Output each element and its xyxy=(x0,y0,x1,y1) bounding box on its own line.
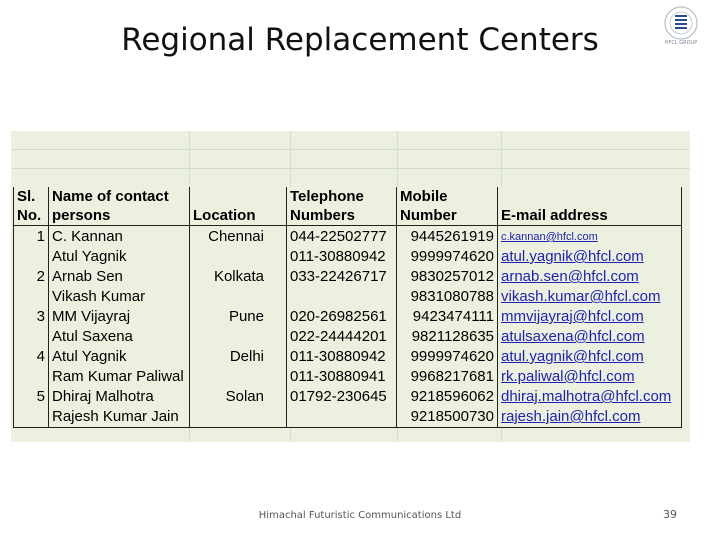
email-link[interactable]: rajesh.jain@hfcl.com xyxy=(501,408,641,425)
location xyxy=(190,367,287,387)
serial-number xyxy=(14,327,49,347)
table-row xyxy=(14,247,682,267)
telephone: 020-26982561 xyxy=(287,307,397,327)
telephone: 011-30880942 xyxy=(287,347,397,367)
header-sl: Sl. xyxy=(14,187,49,206)
serial-number: 4 xyxy=(14,347,49,367)
contact-name: Atul Yagnik xyxy=(49,347,190,367)
header-telephone: Numbers xyxy=(287,206,397,226)
location: Chennai xyxy=(190,226,287,248)
serial-number xyxy=(14,247,49,267)
mobile: 9218596062 xyxy=(397,387,498,407)
telephone: 033-22426717 xyxy=(287,267,397,287)
mobile: 9999974620 xyxy=(397,247,498,267)
telephone: 011-30880941 xyxy=(287,367,397,387)
contact-name: Ram Kumar Paliwal xyxy=(49,367,190,387)
location: Delhi xyxy=(190,347,287,367)
header-location: Location xyxy=(190,206,287,226)
location xyxy=(190,407,287,428)
table-row xyxy=(14,226,682,248)
mobile: 9999974620 xyxy=(397,347,498,367)
location xyxy=(190,287,287,307)
contact-name: Vikash Kumar xyxy=(49,287,190,307)
serial-number: 3 xyxy=(14,307,49,327)
email-link[interactable]: atul.yagnik@hfcl.com xyxy=(501,348,644,365)
serial-number: 1 xyxy=(14,226,49,248)
contact-name: Dhiraj Malhotra xyxy=(49,387,190,407)
mobile: 9821128635 xyxy=(397,327,498,347)
slide-title: Regional Replacement Centers xyxy=(121,22,599,58)
contact-name: Atul Yagnik xyxy=(49,247,190,267)
location: Kolkata xyxy=(190,267,287,287)
serial-number: 2 xyxy=(14,267,49,287)
email-link[interactable]: c.kannan@hfcl.com xyxy=(501,231,598,243)
header-telephone: Telephone xyxy=(287,187,397,206)
replacement-centers-table xyxy=(13,187,682,428)
mobile: 9445261919 xyxy=(397,226,498,248)
email-link[interactable]: rk.paliwal@hfcl.com xyxy=(501,368,635,385)
header-email xyxy=(498,187,682,206)
contact-name: MM Vijayraj xyxy=(49,307,190,327)
table-row xyxy=(14,327,682,347)
serial-number xyxy=(14,367,49,387)
table-row xyxy=(14,347,682,367)
location xyxy=(190,327,287,347)
contact-name: Rajesh Kumar Jain xyxy=(49,407,190,428)
email-link[interactable]: atul.yagnik@hfcl.com xyxy=(501,248,644,265)
header-mobile: Mobile xyxy=(397,187,498,206)
header-name: Name of contact xyxy=(49,187,190,206)
header-location xyxy=(190,187,287,206)
svg-text:HFCL GROUP: HFCL GROUP xyxy=(664,40,698,46)
mobile: 9423474111 xyxy=(397,307,498,327)
contact-name: Atul Saxena xyxy=(49,327,190,347)
location: Pune xyxy=(190,307,287,327)
contact-name: Arnab Sen xyxy=(49,267,190,287)
mobile: 9830257012 xyxy=(397,267,498,287)
page-number: 39 xyxy=(663,508,677,521)
table-row xyxy=(14,307,682,327)
mobile: 9968217681 xyxy=(397,367,498,387)
hfcl-logo xyxy=(658,6,704,46)
telephone: 022-24444201 xyxy=(287,327,397,347)
email-link[interactable]: arnab.sen@hfcl.com xyxy=(501,268,639,285)
mobile: 9218500730 xyxy=(397,407,498,428)
header-sl: No. xyxy=(14,206,49,226)
telephone: 01792-230645 xyxy=(287,387,397,407)
header-mobile: Number xyxy=(397,206,498,226)
serial-number xyxy=(14,287,49,307)
location xyxy=(190,247,287,267)
table-row xyxy=(14,287,682,307)
telephone: 011-30880942 xyxy=(287,247,397,267)
contact-name: C. Kannan xyxy=(49,226,190,248)
header-row xyxy=(14,206,682,226)
serial-number: 5 xyxy=(14,387,49,407)
email-link[interactable]: dhiraj.malhotra@hfcl.com xyxy=(501,388,672,405)
slide-footer: Himachal Futuristic Communications Ltd xyxy=(258,510,462,521)
header-email: E-mail address xyxy=(498,206,682,226)
table-row xyxy=(14,387,682,407)
table-row xyxy=(14,367,682,387)
location: Solan xyxy=(190,387,287,407)
telephone: 044-22502777 xyxy=(287,226,397,248)
telephone xyxy=(287,407,397,428)
mobile: 9831080788 xyxy=(397,287,498,307)
table-row xyxy=(14,267,682,287)
email-link[interactable]: atulsaxena@hfcl.com xyxy=(501,328,645,345)
email-link[interactable]: vikash.kumar@hfcl.com xyxy=(501,288,661,305)
email-link[interactable]: mmvijayraj@hfcl.com xyxy=(501,308,644,325)
telephone xyxy=(287,287,397,307)
header-row xyxy=(14,187,682,206)
header-name: persons xyxy=(49,206,190,226)
serial-number xyxy=(14,407,49,428)
table-row xyxy=(14,407,682,428)
